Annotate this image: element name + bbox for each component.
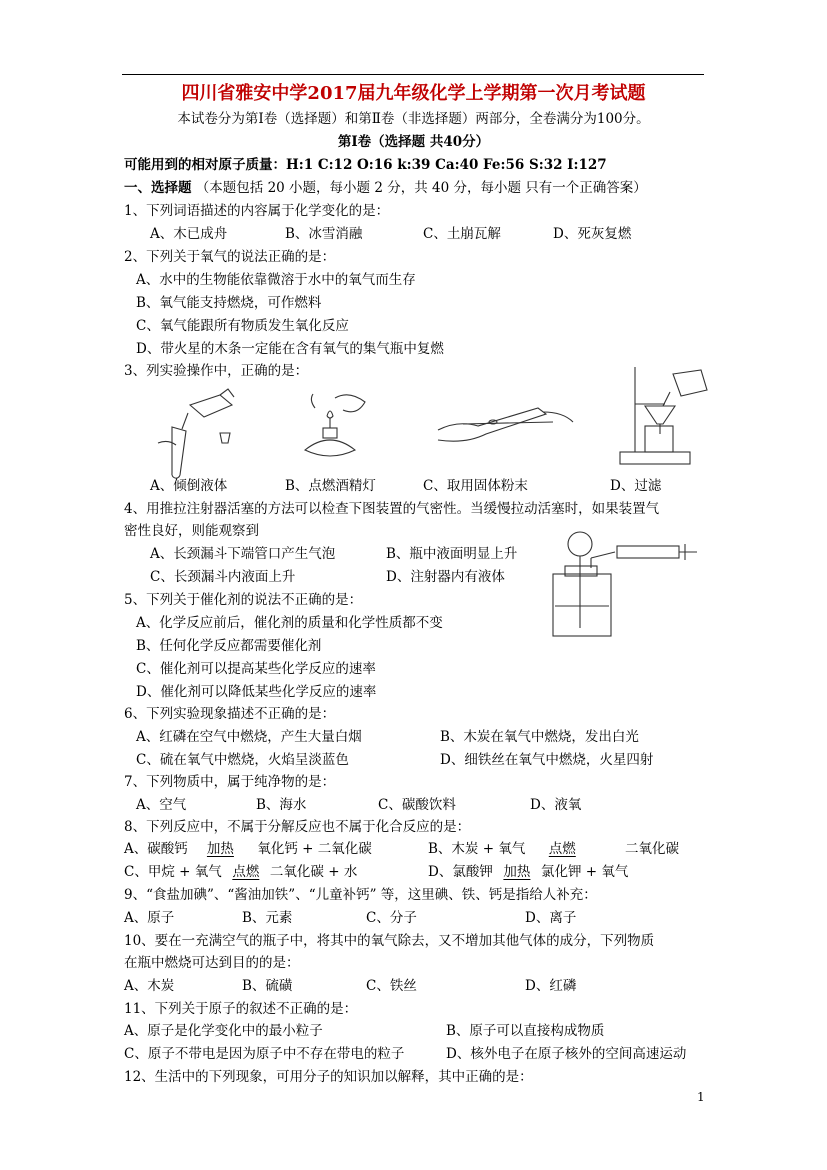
q4-option-b: B、瓶中液面明显上升 <box>386 546 518 562</box>
q5-option-a: A、化学反应前后，催化剂的质量和化学性质都不变 <box>136 615 443 631</box>
q8-b-product: 二氧化碳 <box>625 841 680 857</box>
q7-option-c: C、碳酸饮料 <box>378 797 456 813</box>
q9-option-b: B、元素 <box>242 910 293 926</box>
q11-option-b: B、原子可以直接构成物质 <box>446 1023 605 1039</box>
question-10-stem-line2: 在瓶中燃烧可达到目的的是： <box>124 955 300 971</box>
question-4-stem-line2: 密性良好，则能观察到 <box>124 523 259 539</box>
q8-d-product: 氯化钾 + 氧气 <box>541 864 629 880</box>
page-number: 1 <box>697 1090 705 1104</box>
q8-d-condition: 加热 <box>503 864 531 880</box>
q2-option-c: C、氧气能跟所有物质发生氧化反应 <box>136 318 349 334</box>
q4-option-c: C、长颈漏斗内液面上升 <box>150 569 296 585</box>
q3-option-d: D、过滤 <box>610 478 662 494</box>
q6-option-d: D、细铁丝在氧气中燃烧，火星四射 <box>440 752 654 768</box>
part-heading <box>124 179 647 197</box>
q11-option-c: C、原子不带电是因为原子中不存在带电的粒子 <box>124 1046 405 1062</box>
section-heading: 第Ⅰ卷（选择题 共40分） <box>337 134 490 150</box>
q9-option-c: C、分子 <box>366 910 417 926</box>
q8-option-d <box>428 863 628 881</box>
q10-option-a: A、木炭 <box>124 978 175 994</box>
q8-c-condition: 点燃 <box>232 864 260 880</box>
q7-option-d: D、液氧 <box>530 797 582 813</box>
question-11-stem: 11、下列关于原子的叙述不正确的是： <box>124 1001 358 1017</box>
question-4-stem-line1: 4、用推拉注射器活塞的方法可以检查下图装置的气密性。当缓慢拉动活塞时，如果装置气 <box>124 501 660 517</box>
q5-option-d: D、催化剂可以降低某些化学反应的速率 <box>136 684 377 700</box>
q10-option-c: C、铁丝 <box>366 978 417 994</box>
q8-a-product: 氧化钙 + 二氧化碳 <box>257 841 372 857</box>
q6-option-a: A、红磷在空气中燃烧，产生大量白烟 <box>136 729 362 745</box>
q1-option-b: B、冰雪消融 <box>285 226 363 242</box>
q10-option-b: B、硫磺 <box>242 978 293 994</box>
q10-option-d: D、红磷 <box>525 978 577 994</box>
exam-intro: 本试卷分为第Ⅰ卷（选择题）和第Ⅱ卷（非选择题）两部分，全卷满分为100分。 <box>177 111 650 127</box>
part-heading-note: （本题包括 20 小题，每小题 2 分，共 40 分，每小题 只有一个正确答案） <box>195 180 647 196</box>
q9-option-d: D、离子 <box>525 910 577 926</box>
q8-c-product: 二氧化碳 + 水 <box>269 864 358 880</box>
q7-option-b: B、海水 <box>256 797 307 813</box>
pouring-liquid-illustration <box>150 385 260 475</box>
question-8-stem: 8、下列反应中，不属于分解反应也不属于化合反应的是： <box>124 819 471 835</box>
q9-option-a: A、原子 <box>124 910 175 926</box>
question-10-stem-line1: 10、要在一充满空气的瓶子中，将其中的氧气除去，又不增加其他气体的成分，下列物质 <box>124 933 655 949</box>
q4-option-d: D、注射器内有液体 <box>386 569 505 585</box>
q2-option-d: D、带火星的木条一定能在含有氧气的集气瓶中复燃 <box>136 341 444 357</box>
q6-option-b: B、木炭在氧气中燃烧，发出白光 <box>440 729 639 745</box>
question-6-stem: 6、下列实验现象描述不正确的是： <box>124 706 336 722</box>
q2-option-b: B、氧气能支持燃烧，可作燃料 <box>136 295 322 311</box>
q3-option-b: B、点燃酒精灯 <box>285 478 376 494</box>
q8-b-condition: 点燃 <box>548 841 576 857</box>
q3-option-a: A、倾倒液体 <box>150 478 228 494</box>
question-9-stem: 9、“食盐加碘”、“酱油加铁”、“儿童补钙” 等，这里碘、铁、钙是指给人补充： <box>124 887 597 903</box>
q11-option-a: A、原子是化学变化中的最小粒子 <box>124 1023 323 1039</box>
q1-option-d: D、死灰复燃 <box>553 226 632 242</box>
airtightness-apparatus-illustration <box>545 528 700 640</box>
atomic-mass-line: 可能用到的相对原子质量：H:1 C:12 O:16 k:39 Ca:40 Fe:56 S:32 I:127 <box>124 157 607 173</box>
filtration-illustration <box>615 362 715 470</box>
solid-powder-illustration <box>433 400 578 450</box>
header-rule <box>122 74 704 75</box>
page-title: 四川省雅安中学2017届九年级化学上学期第一次月考试题 <box>181 83 646 104</box>
q5-option-c: C、催化剂可以提高某些化学反应的速率 <box>136 661 376 677</box>
q3-option-c: C、取用固体粉末 <box>423 478 528 494</box>
q8-option-c <box>124 863 357 881</box>
q5-option-b: B、任何化学反应都需要催化剂 <box>136 638 322 654</box>
question-3-stem: 3、列实验操作中，正确的是： <box>124 363 309 379</box>
q11-option-d: D、核外电子在原子核外的空间高速运动 <box>446 1046 687 1062</box>
q6-option-c: C、硫在氧气中燃烧，火焰呈淡蓝色 <box>136 752 349 768</box>
question-12-stem: 12、生活中的下列现象，可用分子的知识加以解释，其中正确的是： <box>124 1069 533 1085</box>
q8-a-condition: 加热 <box>206 841 234 857</box>
q8-c-reactant: C、甲烷 + 氧气 <box>124 864 222 880</box>
q1-option-c: C、土崩瓦解 <box>423 226 501 242</box>
q7-option-a: A、空气 <box>136 797 187 813</box>
q8-option-a <box>124 840 372 858</box>
question-2-stem: 2、下列关于氧气的说法正确的是： <box>124 249 336 265</box>
q2-option-a: A、水中的生物能依靠微溶于水中的氧气而生存 <box>136 272 416 288</box>
part-heading-label: 一、选择题 <box>124 180 192 196</box>
alcohol-lamp-illustration <box>285 388 375 468</box>
question-1-stem: 1、下列词语描述的内容属于化学变化的是： <box>124 203 390 219</box>
question-5-stem: 5、下列关于催化剂的说法不正确的是： <box>124 592 363 608</box>
q4-option-a: A、长颈漏斗下端管口产生气泡 <box>150 546 336 562</box>
q8-option-b <box>428 840 679 858</box>
q1-option-a: A、木已成舟 <box>150 226 228 242</box>
q8-d-reactant: D、氯酸钾 <box>428 864 493 880</box>
question-7-stem: 7、下列物质中，属于纯净物的是： <box>124 774 336 790</box>
q8-a-reactant: A、碳酸钙 <box>124 841 188 857</box>
q8-b-reactant: B、木炭 + 氧气 <box>428 841 526 857</box>
